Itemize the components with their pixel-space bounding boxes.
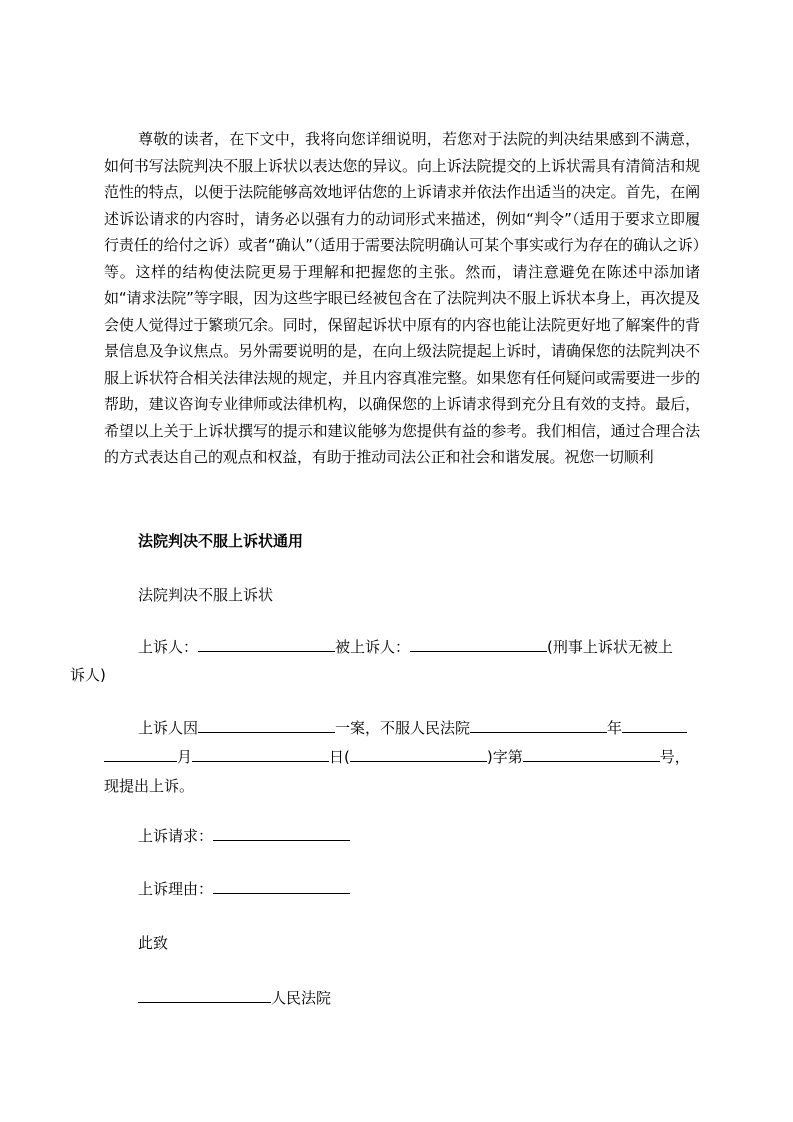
- form-title: 法院判决不服上诉状: [138, 586, 274, 604]
- court-blank: [470, 717, 607, 733]
- case-number-blank: [350, 746, 487, 762]
- number-suffix: 号，: [659, 748, 690, 766]
- number-label: )字第: [486, 748, 523, 766]
- year-blank: [622, 717, 687, 733]
- appeal-reason-line: [138, 878, 350, 899]
- case-text-1: 上诉人因: [138, 719, 199, 737]
- month-label: 月: [177, 748, 193, 766]
- appellant-blank: [198, 636, 335, 652]
- section-title: 法院判决不服上诉状通用: [138, 532, 304, 550]
- number-blank: [523, 746, 660, 762]
- court-line: [138, 987, 331, 1008]
- case-name-blank: [198, 717, 335, 733]
- case-paragraph: [104, 714, 700, 801]
- appellee-blank: [410, 636, 547, 652]
- year-label: 年: [607, 719, 623, 737]
- month-blank: [192, 746, 329, 762]
- closing-text: 此致: [138, 934, 169, 952]
- court-name-blank: [138, 987, 271, 1003]
- appeal-request-line: [138, 825, 350, 846]
- appeal-reason-label: 上诉理由：: [138, 880, 214, 898]
- appeal-request-blank: [213, 825, 350, 841]
- submit-text: 现提出上诉。: [104, 777, 195, 795]
- intro-paragraph: 尊敬的读者，在下文中，我将向您详细说明，若您对于法院的判决结果感到不满意，如何书写法院判决不服上诉状以表达您的异议。向上诉法院提交的上诉状需具有清简洁和规范性的特点，以便于法院能够高效地评估您的上诉请求并依法作出适当的决定。首先，在阐述诉讼请求的内容时，请务必以强有力的动词形式来描述，例如“判令”（适用于要求立即履行责任的给付之诉）或者“确认”（适用于需要法院明确认可某个事实或行为存在的确认之诉）等。这样的结构使法院更易于理解和把握您的主张。然而，请注意避免在陈述中添加诸如“请求法院”等字眼，因为这些字眼已经被包含在了法院判决不服上诉状本身上，再次提及会使人觉得过于繁琐冗余。同时，保留起诉状中原有的内容也能让法院更好地了解案件的背景信息及争议焦点。另外需要说明的是，在向上级法院提起上诉时，请确保您的法院判决不服上诉状符合相关法律法规的规定，并且内容真准完整。如果您有任何疑问或需要进一步的帮助，建议咨询专业律师或法律机构，以确保您的上诉请求得到充分且有效的支持。最后，希望以上关于上诉状撰写的提示和建议能够为您提供有益的参考。我们相信，通过合理合法的方式表达自己的观点和权益，有助于推动司法公正和社会和谐发展。祝您一切顺利: [104, 130, 700, 466]
- parties-paragraph: [70, 633, 700, 689]
- criminal-note-cont: 诉人): [70, 666, 106, 684]
- day-label: 日(: [329, 748, 350, 766]
- court-suffix: 人民法院: [271, 989, 332, 1007]
- appeal-request-label: 上诉请求：: [138, 827, 214, 845]
- appeal-reason-blank: [213, 878, 350, 894]
- criminal-note: (刑事上诉状无被上: [547, 638, 673, 656]
- case-text-2: 一案，不服人民法院: [335, 719, 471, 737]
- appellant-label: 上诉人：: [138, 638, 199, 656]
- appellee-label: 被上诉人：: [335, 638, 411, 656]
- year-blank-cont: [104, 746, 177, 762]
